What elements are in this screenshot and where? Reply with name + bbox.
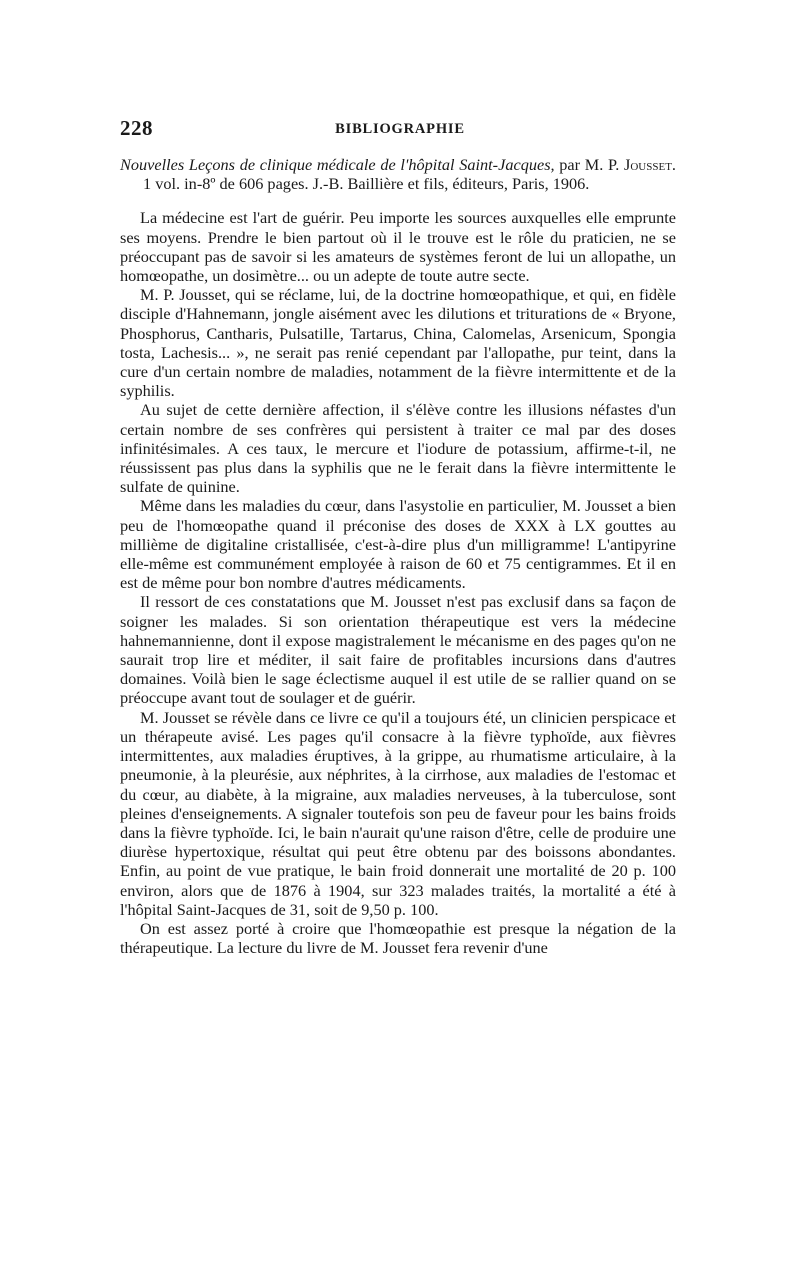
- page-body: [120, 155, 676, 957]
- book-details: . 1 vol. in-8º de 606 pages. J.-B. Baillière et fils, éditeurs, Paris, 1906.: [143, 155, 676, 194]
- paragraph: Même dans les maladies du cœur, dans l'asystolie en particulier, M. Jousset a bien peu de l'homœopathe quand il préconise des doses de XXX à LX gouttes au millième de digitaline cristallisée, c'est-à-dire plus d'un milligramme! L'antipyrine elle-même est communément employée à raison de 60 et 75 centigrammes. Et il en est de même pour bon nombre d'autres médicaments.: [120, 496, 676, 593]
- book-author: Jousset: [624, 155, 672, 174]
- paragraph: M. P. Jousset, qui se réclame, lui, de la doctrine homœopathique, et qui, en fidèle disciple d'Hahnemann, jongle aisément avec les dilutions et triturations de « Bryone, Phosphorus, Cantharis, Pulsatille, Tartarus, China, Calomelas, Arsenicum, Spongia tosta, Lachesis... », ne serait pas renié cependant par l'allopathe, pur teint, dans la cure d'un certain nombre de maladies, notamment de la fièvre intermittente et de la syphilis.: [120, 285, 676, 401]
- paragraph: Au sujet de cette dernière affection, il s'élève contre les illusions néfastes d'un certain nombre de ses confrères qui persistent à traiter ce mal par des doses infinitésimales. A ces taux, le mercure et l'iodure de potassium, affirme-t-il, ne réussissent pas plus dans la syphilis que ne le ferait dans la fièvre intermittente le sulfate de quinine.: [120, 400, 676, 497]
- paragraph: M. Jousset se révèle dans ce livre ce qu'il a toujours été, un clinicien perspicace et un thérapeute avisé. Les pages qu'il consacre à la fièvre typhoïde, aux fièvres intermittentes, aux maladies éruptives, à la grippe, au rhumatisme articulaire, à la pneumonie, à la pleurésie, aux néphrites, à la cirrhose, aux maladies de l'estomac et du cœur, au diabète, à la migraine, aux maladies nerveuses, à la tuberculose, sont pleines d'enseignements. A signaler toutefois son peu de faveur pour les bains froids dans la fièvre typhoïde. Ici, le bain n'aurait qu'une raison d'être, celle de produire une diurèse hypertoxique, résultat qui peut être obtenu par des boissons abondantes. Enfin, au point de vue pratique, le bain froid donnerait une mortalité de 20 p. 100 environ, alors que de 1876 à 1904, sur 323 malades traités, la mortalité a été à l'hôpital Saint-Jacques de 31, soit de 9,50 p. 100.: [120, 707, 676, 919]
- page-number: 228: [120, 116, 153, 140]
- paragraph: On est assez porté à croire que l'homœopathie est presque la négation de la thérapeutique. La lecture du livre de M. Jousset fera revenir d'une: [120, 918, 676, 958]
- running-title: BIBLIOGRAPHIE: [335, 121, 465, 137]
- page-header: [120, 116, 680, 140]
- entry-by: par M. P.: [554, 155, 625, 174]
- bibliography-entry: [120, 155, 676, 193]
- paragraph: La médecine est l'art de guérir. Peu importe les sources auxquelles elle emprunte ses moyens. Prendre le bien partout où il le trouve est le rôle du praticien, ne se préoccupant pas de savoir si les amateurs de systèmes feront de lui un allopathe, un homœopathe, un dosimètre... ou un adepte de toute autre secte.: [120, 208, 676, 286]
- paragraph: Il ressort de ces constatations que M. Jousset n'est pas exclusif dans sa façon de soigner les malades. Si son orientation thérapeutique est vers la médecine hahnemannienne, dont il expose magistralement le mécanisme en des pages qu'on ne saurait trop lire et méditer, il sait faire de profitables incursions dans d'autres domaines. Voilà bien le sage éclectisme auquel il est utile de se rallier quand on se préoccupe avant tout de soulager et de guérir.: [120, 592, 676, 708]
- book-title: Nouvelles Leçons de clinique médicale de l'hôpital Saint-Jacques,: [120, 155, 555, 174]
